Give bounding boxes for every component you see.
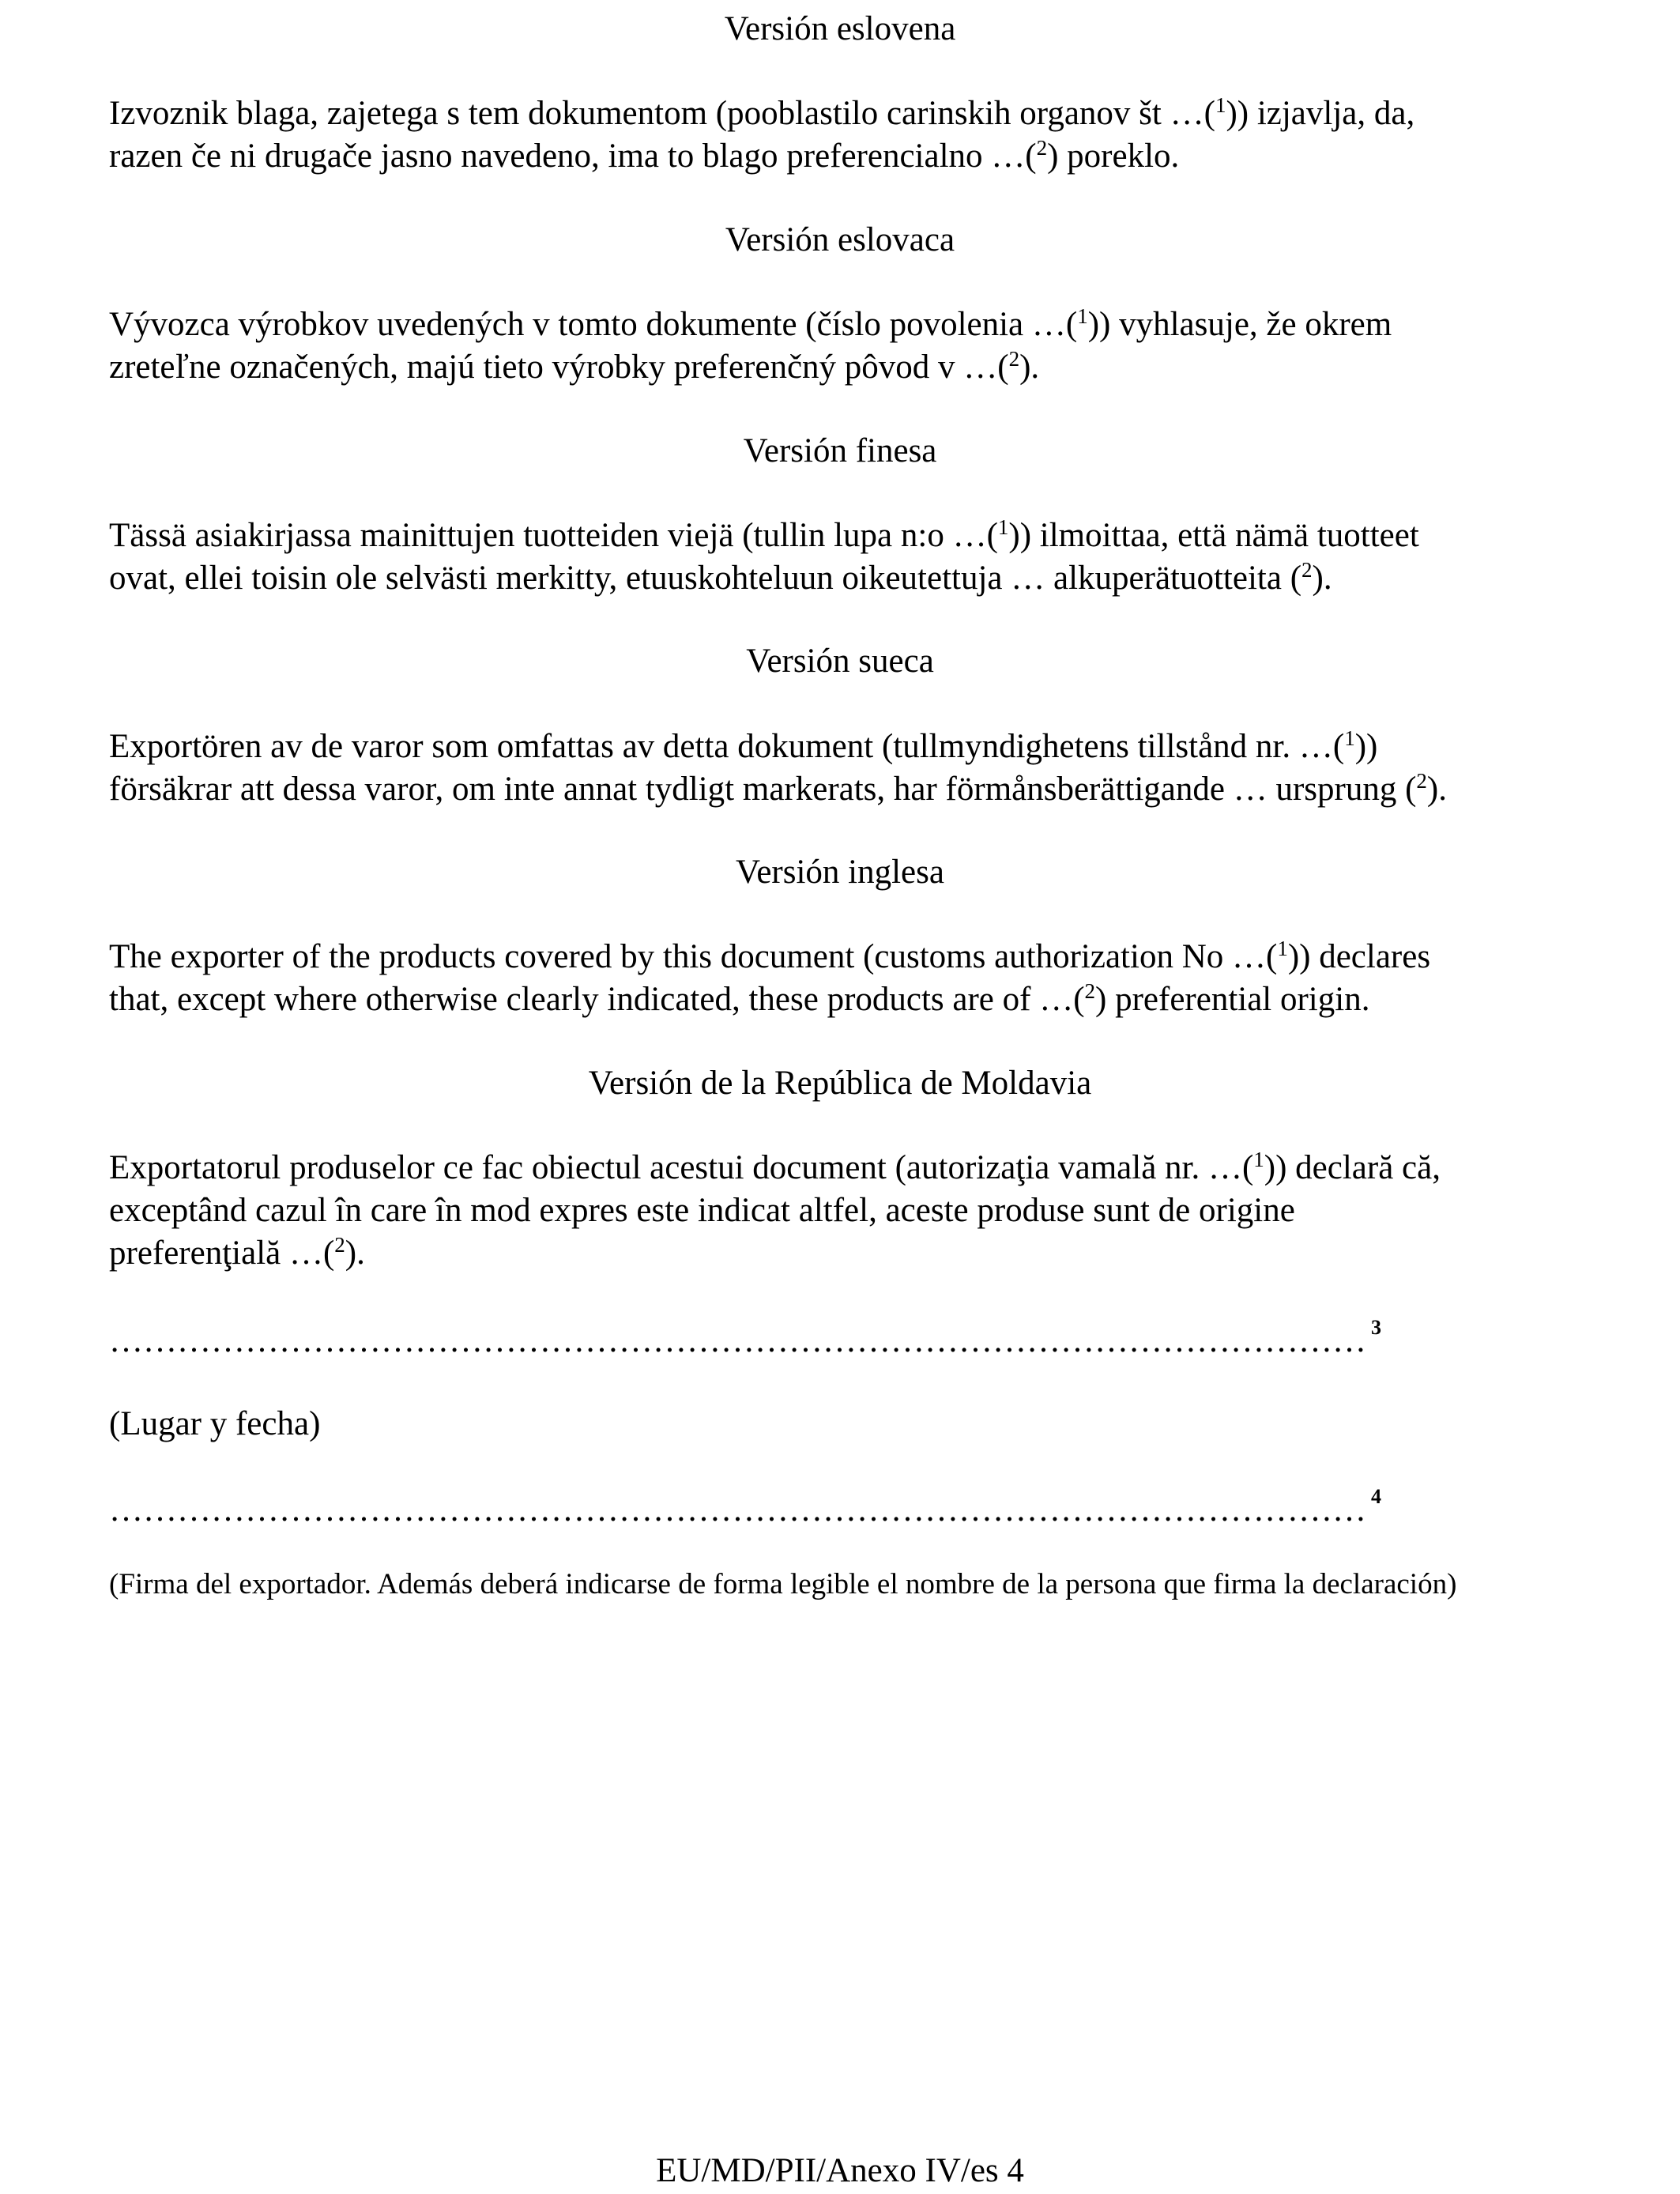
section-heading-moldavia: Versión de la República de Moldavia [588, 1065, 1092, 1102]
footnote-ref: 3 [1371, 1316, 1381, 1339]
footnote-ref: 2 [1301, 558, 1313, 582]
section-heading-sueca: Versión sueca [746, 643, 934, 680]
section-heading-finesa: Versión finesa [743, 432, 937, 469]
text-line: exceptând cazul în care în mod expres este indicat altfel, aceste produse sunt de origine [109, 1192, 1295, 1229]
footnote-ref: 2 [1008, 347, 1020, 371]
declaration-inglesa [109, 936, 1610, 1021]
declaration-sueca [109, 726, 1610, 811]
place-date-label: (Lugar y fecha) [109, 1405, 321, 1442]
section-heading-eslovaca: Versión eslovaca [725, 221, 955, 258]
declaration-finesa [109, 515, 1610, 600]
section-heading-inglesa: Versión inglesa [736, 854, 944, 891]
text-line: försäkrar att dessa varor, om inte annat tydligt markerats, har förmånsberättigande … ursprung ($^2$). [109, 769, 1447, 808]
declaration-eslovaca [109, 303, 1610, 389]
text-line: Tässä asiakirjassa mainittujen tuotteiden viejä (tullin lupa n:o …($^1$)) ilmoittaa, että nämä tuotteet [109, 515, 1419, 554]
declaration-moldavia [109, 1147, 1610, 1275]
text-line: Izvoznik blaga, zajetega s tem dokumentom (pooblastilo carinskih organov št …($^1$)) izjavlja, da, [109, 93, 1415, 132]
signature-blank: ………………………………………………………………………………………………… $^4$ [109, 1485, 1381, 1529]
page-footer: EU/MD/PII/Anexo IV/es 4 [656, 2152, 1024, 2189]
footnote-ref: 1 [1344, 726, 1355, 750]
text-line: Exportören av de varor som omfattas av detta dokument (tullmyndighetens tillstånd nr. …($^1$)) [109, 726, 1378, 765]
footnote-ref: 1 [1077, 304, 1088, 328]
text-line: zreteľne označených, majú tieto výrobky preferenčný pôvod v …($^2$). [109, 347, 1040, 386]
text-line: razen če ni drugače jasno navedeno, ima to blago preferencialno …($^2$) poreklo. [109, 136, 1180, 175]
text-line: that, except where otherwise clearly indicated, these products are of …($^2$) preferential origin. [109, 979, 1370, 1018]
footnote-ref: 1 [1253, 1148, 1264, 1171]
footnote-ref: 1 [1215, 93, 1226, 117]
footnote-ref: 2 [334, 1233, 345, 1257]
text-line: The exporter of the products covered by this document (customs authorization No …($^1$)) declares [109, 937, 1431, 975]
section-heading-eslovena: Versión eslovena [724, 10, 956, 47]
footnote-ref: 1 [1277, 937, 1288, 960]
footnote-ref: 2 [1036, 136, 1048, 160]
signature-note: (Firma del exportador. Además deberá indicarse de forma legible el nombre de la persona que firma la declaración) [109, 1568, 1457, 1600]
footnote-ref: 2 [1084, 979, 1096, 1003]
footnote-ref: 4 [1371, 1485, 1381, 1508]
text-line: Vývozca výrobkov uvedených v tomto dokumente (číslo povolenia …($^1$)) vyhlasuje, že okrem [109, 304, 1392, 343]
text-line: ovat, ellei toisin ole selvästi merkitty, etuuskohteluun oikeutettuja … alkuperätuotteita ($^2$). [109, 558, 1332, 597]
declaration-eslovena [109, 92, 1610, 178]
text-line: Exportatorul produselor ce fac obiectul acestui document (autorizaţia vamală nr. …($^1$)) declară că, [109, 1148, 1441, 1186]
footnote-ref: 1 [997, 515, 1009, 539]
text-line: preferenţială …($^2$). [109, 1233, 365, 1272]
place-date-blank: ………………………………………………………………………………………………… $^3$ [109, 1316, 1381, 1359]
footnote-ref: 2 [1416, 769, 1427, 793]
